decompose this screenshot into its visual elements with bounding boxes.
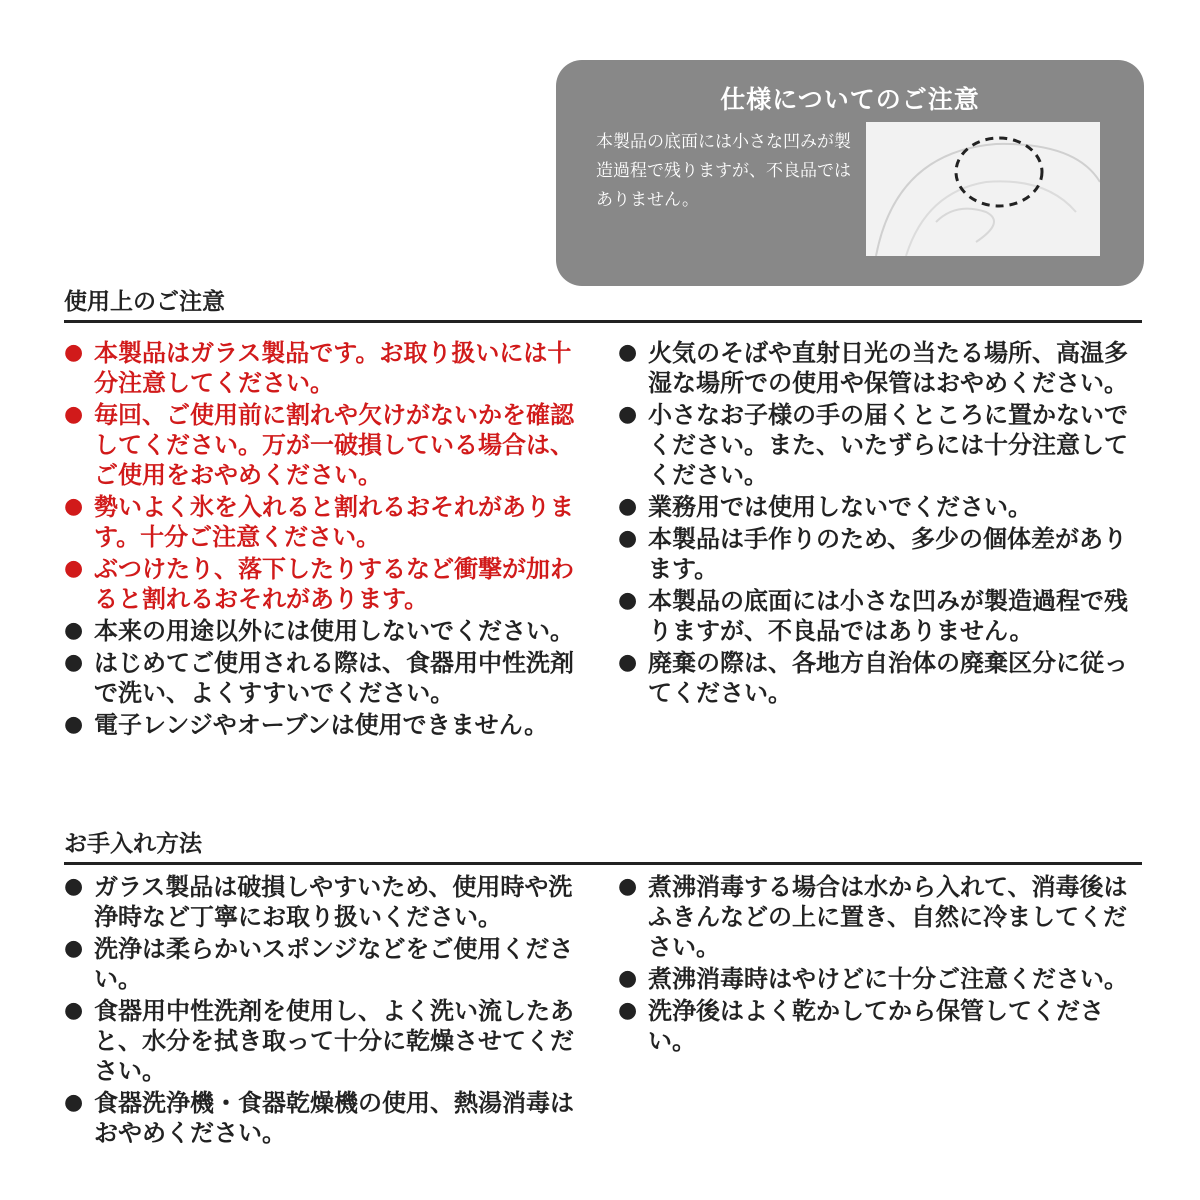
usage-notes-header xyxy=(64,286,1142,323)
spec-notice-text: 本製品の底面には小さな凹みが製造過程で残りますが、不良品ではありません。 xyxy=(596,132,851,210)
care-heading: お手入れ方法 xyxy=(64,831,202,857)
list-item-text: 廃棄の際は、各地方自治体の廃棄区分に従ってください。 xyxy=(648,649,1128,707)
list-item-text: 勢いよく氷を入れると割れるおそれがあります。十分ご注意ください。 xyxy=(94,493,574,551)
bullet-icon: ● xyxy=(64,712,84,737)
list-item xyxy=(618,648,1146,708)
list-item-text: 本来の用途以外には使用しないでください。 xyxy=(94,617,574,645)
bullet-icon: ● xyxy=(618,966,638,991)
bullet-icon: ● xyxy=(64,998,84,1023)
list-item xyxy=(618,586,1146,646)
list-item xyxy=(64,338,594,398)
list-item-text: 食器用中性洗剤を使用し、よく洗い流したあと、水分を拭き取って十分に乾燥させてください。 xyxy=(94,997,574,1085)
bullet-icon: ● xyxy=(618,494,638,519)
list-item xyxy=(64,872,594,932)
list-item xyxy=(618,400,1146,490)
list-item xyxy=(64,554,594,614)
bullet-icon: ● xyxy=(64,650,84,675)
list-item-text: はじめてご使用される際は、食器用中性洗剤で洗い、よくすすいでください。 xyxy=(94,649,574,707)
list-item xyxy=(64,648,594,708)
bullet-icon: ● xyxy=(64,494,84,519)
list-item xyxy=(64,400,594,490)
list-item-text: 電子レンジやオーブンは使用できません。 xyxy=(94,711,549,739)
bullet-icon: ● xyxy=(618,340,638,365)
list-item xyxy=(618,524,1146,584)
care-header xyxy=(64,828,1142,865)
care-left-column xyxy=(64,872,594,1150)
list-item xyxy=(64,492,594,552)
usage-notes-right-column xyxy=(618,338,1146,710)
list-item xyxy=(64,1088,594,1148)
bullet-icon: ● xyxy=(618,526,638,551)
bullet-icon: ● xyxy=(64,402,84,427)
bullet-icon: ● xyxy=(618,650,638,675)
list-item xyxy=(618,964,1146,994)
bullet-icon: ● xyxy=(64,556,84,581)
list-item xyxy=(64,934,594,994)
list-item xyxy=(64,996,594,1086)
list-item xyxy=(64,616,594,646)
list-item xyxy=(618,872,1146,962)
list-item-text: ガラス製品は破損しやすいため、使用時や洗浄時など丁寧にお取り扱いください。 xyxy=(94,873,573,931)
list-item xyxy=(618,338,1146,398)
bullet-icon: ● xyxy=(64,618,84,643)
usage-notes-left-column xyxy=(64,338,594,742)
bullet-icon: ● xyxy=(64,936,84,961)
list-item-text: 煮沸消毒時はやけどに十分ご注意ください。 xyxy=(648,965,1128,993)
bullet-icon: ● xyxy=(618,402,638,427)
care-right-column xyxy=(618,872,1146,1058)
bullet-icon: ● xyxy=(64,1090,84,1115)
usage-notes-heading: 使用上のご注意 xyxy=(64,289,225,315)
list-item-text: 毎回、ご使用前に割れや欠けがないかを確認してください。万が一破損している場合は、ご使用をおやめください。 xyxy=(94,401,574,489)
glass-bottom-illustration xyxy=(866,122,1100,256)
list-item-text: 本製品は手作りのため、多少の個体差があります。 xyxy=(648,525,1128,583)
bullet-icon: ● xyxy=(618,588,638,613)
bullet-icon: ● xyxy=(64,874,84,899)
list-item-text: 小さなお子様の手の届くところに置かないでください。また、いたずらには十分注意してください。 xyxy=(648,401,1128,489)
list-item-text: 洗浄は柔らかいスポンジなどをご使用ください。 xyxy=(94,935,574,993)
bullet-icon: ● xyxy=(618,998,638,1023)
list-item-text: 煮沸消毒する場合は水から入れて、消毒後はふきんなどの上に置き、自然に冷ましてください。 xyxy=(648,873,1128,961)
list-item xyxy=(618,492,1146,522)
list-item-text: 洗浄後はよく乾かしてから保管してください。 xyxy=(648,997,1104,1055)
bullet-icon: ● xyxy=(64,340,84,365)
list-item xyxy=(618,996,1146,1056)
list-item-text: 食器洗浄機・食器乾燥機の使用、熱湯消毒はおやめください。 xyxy=(94,1089,574,1147)
spec-notice-box xyxy=(556,60,1144,286)
list-item-text: 本製品はガラス製品です。お取り扱いには十分注意してください。 xyxy=(94,339,572,397)
spec-notice-title: 仕様についてのご注意 xyxy=(720,85,980,114)
list-item-text: 業務用では使用しないでください。 xyxy=(648,493,1032,521)
list-item-text: 本製品の底面には小さな凹みが製造過程で残りますが、不良品ではありません。 xyxy=(648,587,1128,645)
bullet-icon: ● xyxy=(618,874,638,899)
product-bottom-photo xyxy=(866,122,1100,256)
list-item-text: 火気のそばや直射日光の当たる場所、高温多湿な場所での使用や保管はおやめください。 xyxy=(648,339,1128,397)
list-item-text: ぶつけたり、落下したりするなど衝撃が加わると割れるおそれがあります。 xyxy=(94,555,574,613)
list-item xyxy=(64,710,594,740)
